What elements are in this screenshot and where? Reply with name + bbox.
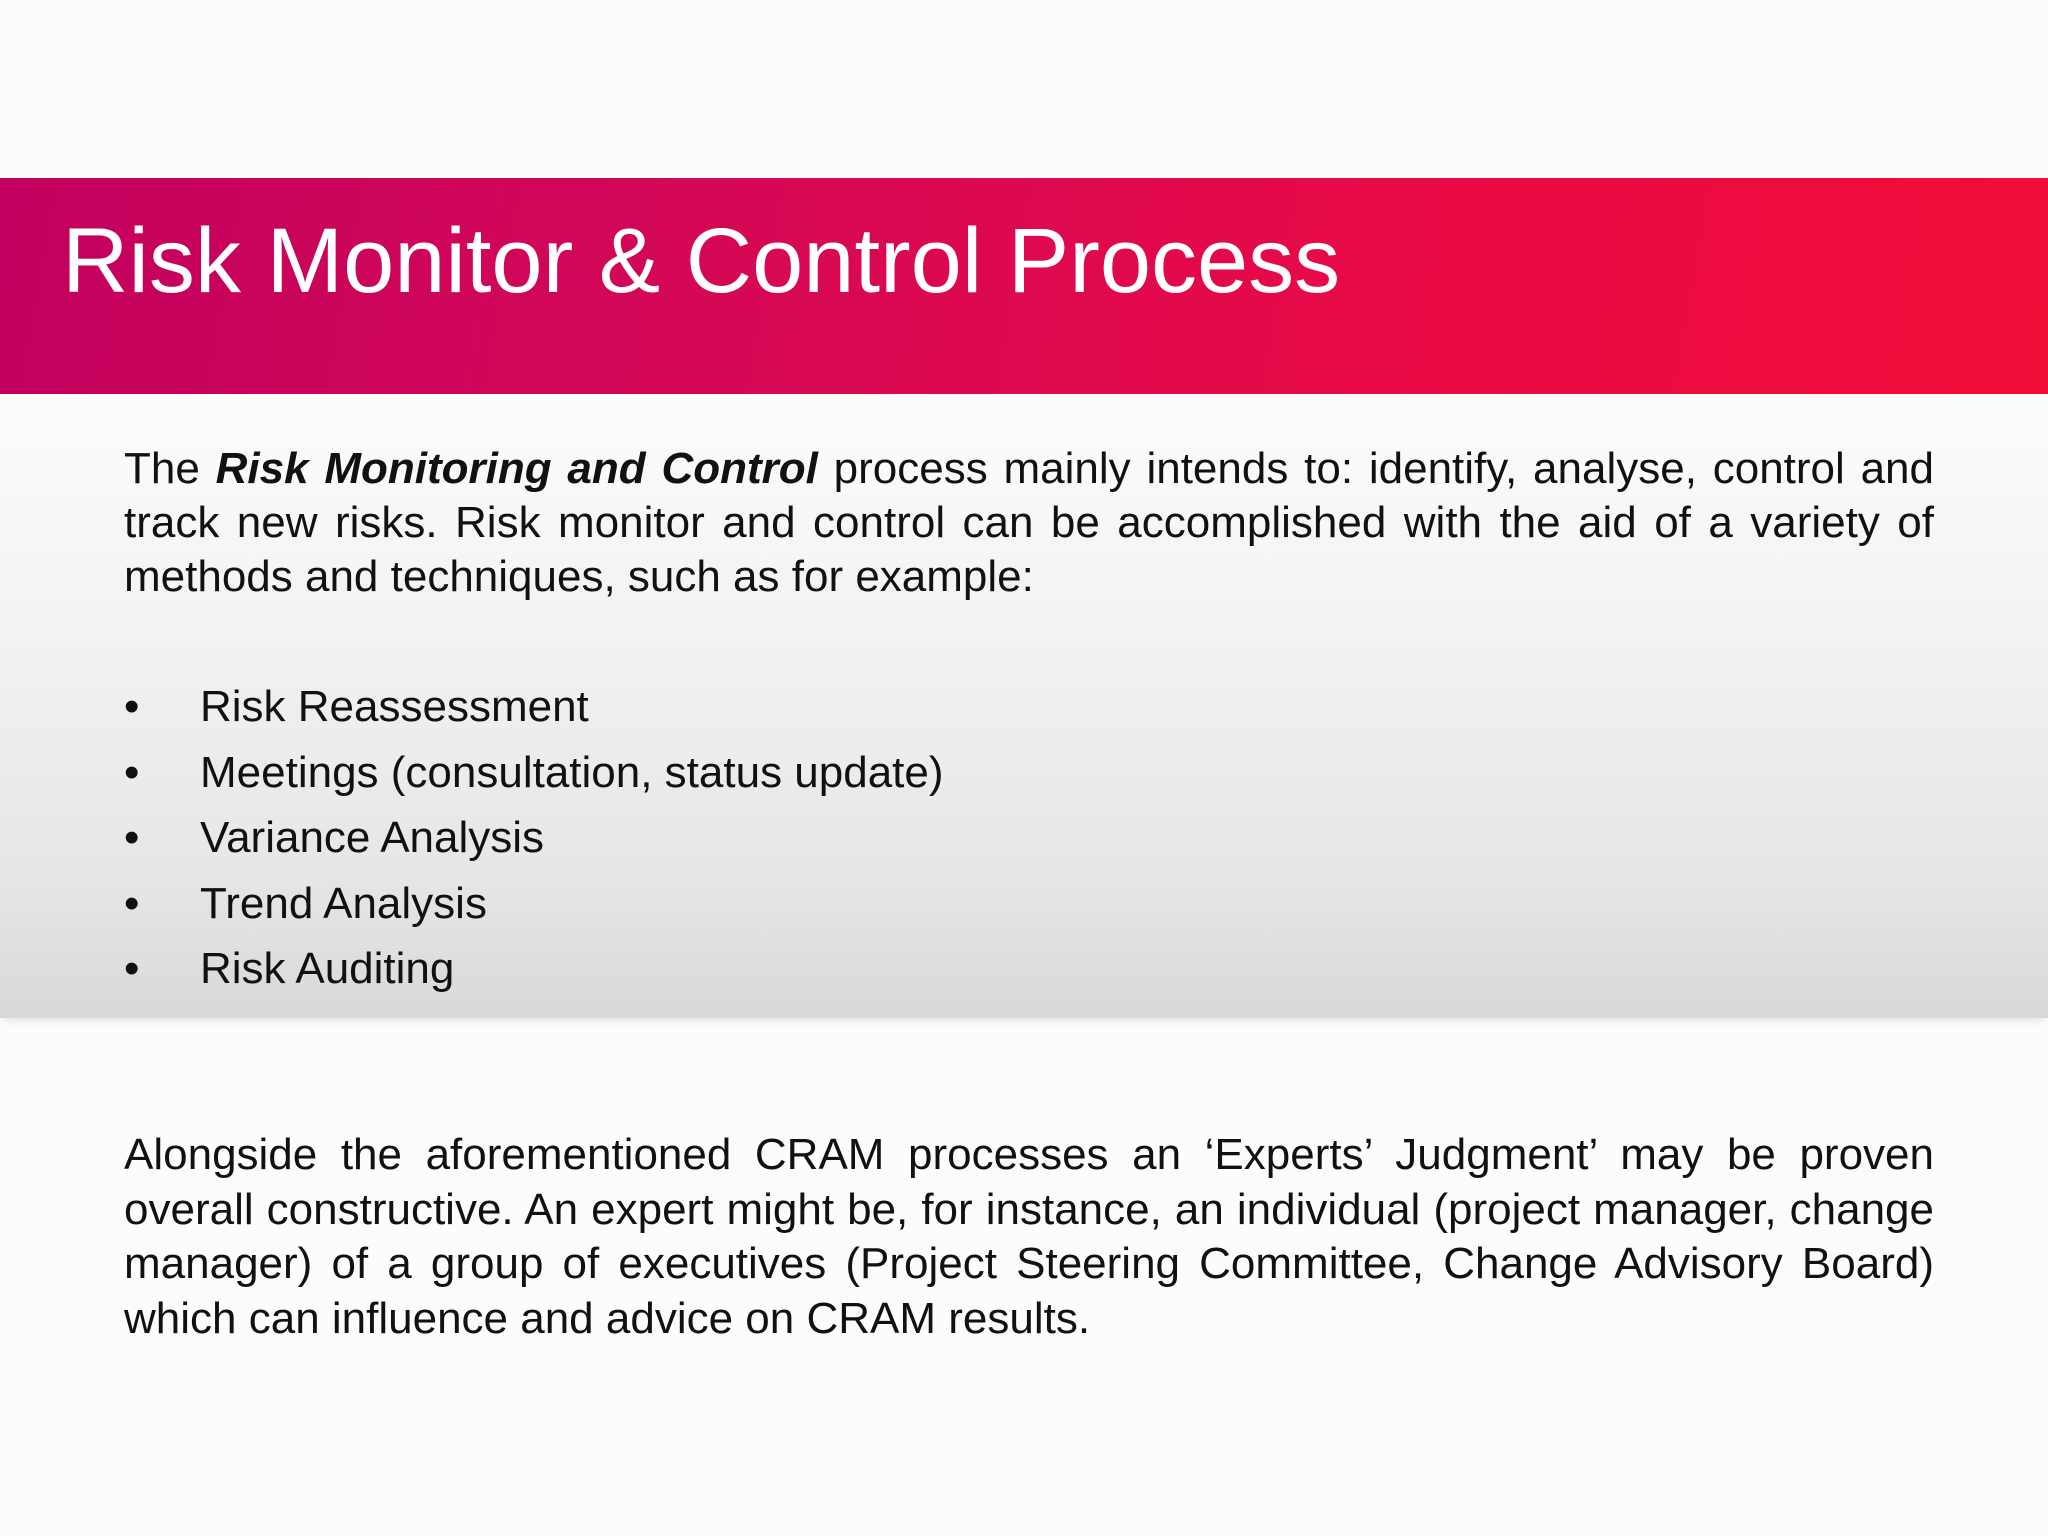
content-panel [0, 394, 2048, 1018]
list-item [124, 674, 944, 740]
list-item [124, 936, 944, 1002]
intro-emphasis: Risk Monitoring and Control [215, 444, 818, 493]
bullet-icon: • [124, 813, 140, 862]
methods-list [124, 674, 944, 1002]
list-item [124, 805, 944, 871]
method-label: Meetings (consultation, status update) [200, 747, 944, 797]
bullet-icon: • [124, 944, 140, 993]
bullet-icon: • [124, 682, 140, 731]
method-label: Trend Analysis [200, 878, 487, 928]
list-item [124, 740, 944, 806]
method-label: Risk Reassessment [200, 682, 589, 731]
closing-paragraph: Alongside the aforementioned CRAM processes an ‘Experts’ Judgment’ may be proven overall constructive. An expert might be, for instance, an individual (project manager, change manager) of a group of executives (Project Steering Committee, Change Advisory Board) which can influence and advice on CRAM results. [124, 1130, 1934, 1343]
method-label: Variance Analysis [200, 813, 545, 862]
bullet-icon: • [124, 878, 140, 928]
intro-lead: The [124, 444, 216, 493]
method-label: Risk Auditing [200, 944, 455, 993]
slide-title: Risk Monitor & Control Process [62, 210, 1341, 312]
bullet-icon: • [124, 747, 140, 797]
intro-paragraph [124, 442, 1934, 604]
title-bar [0, 178, 2048, 394]
intro-rest: process mainly intends to: identify, analyse, control and track new risks. Risk monitor and control can be accomplished with the aid of a variety of methods and techniques, such as for example: [124, 444, 1934, 601]
list-item [124, 871, 944, 937]
